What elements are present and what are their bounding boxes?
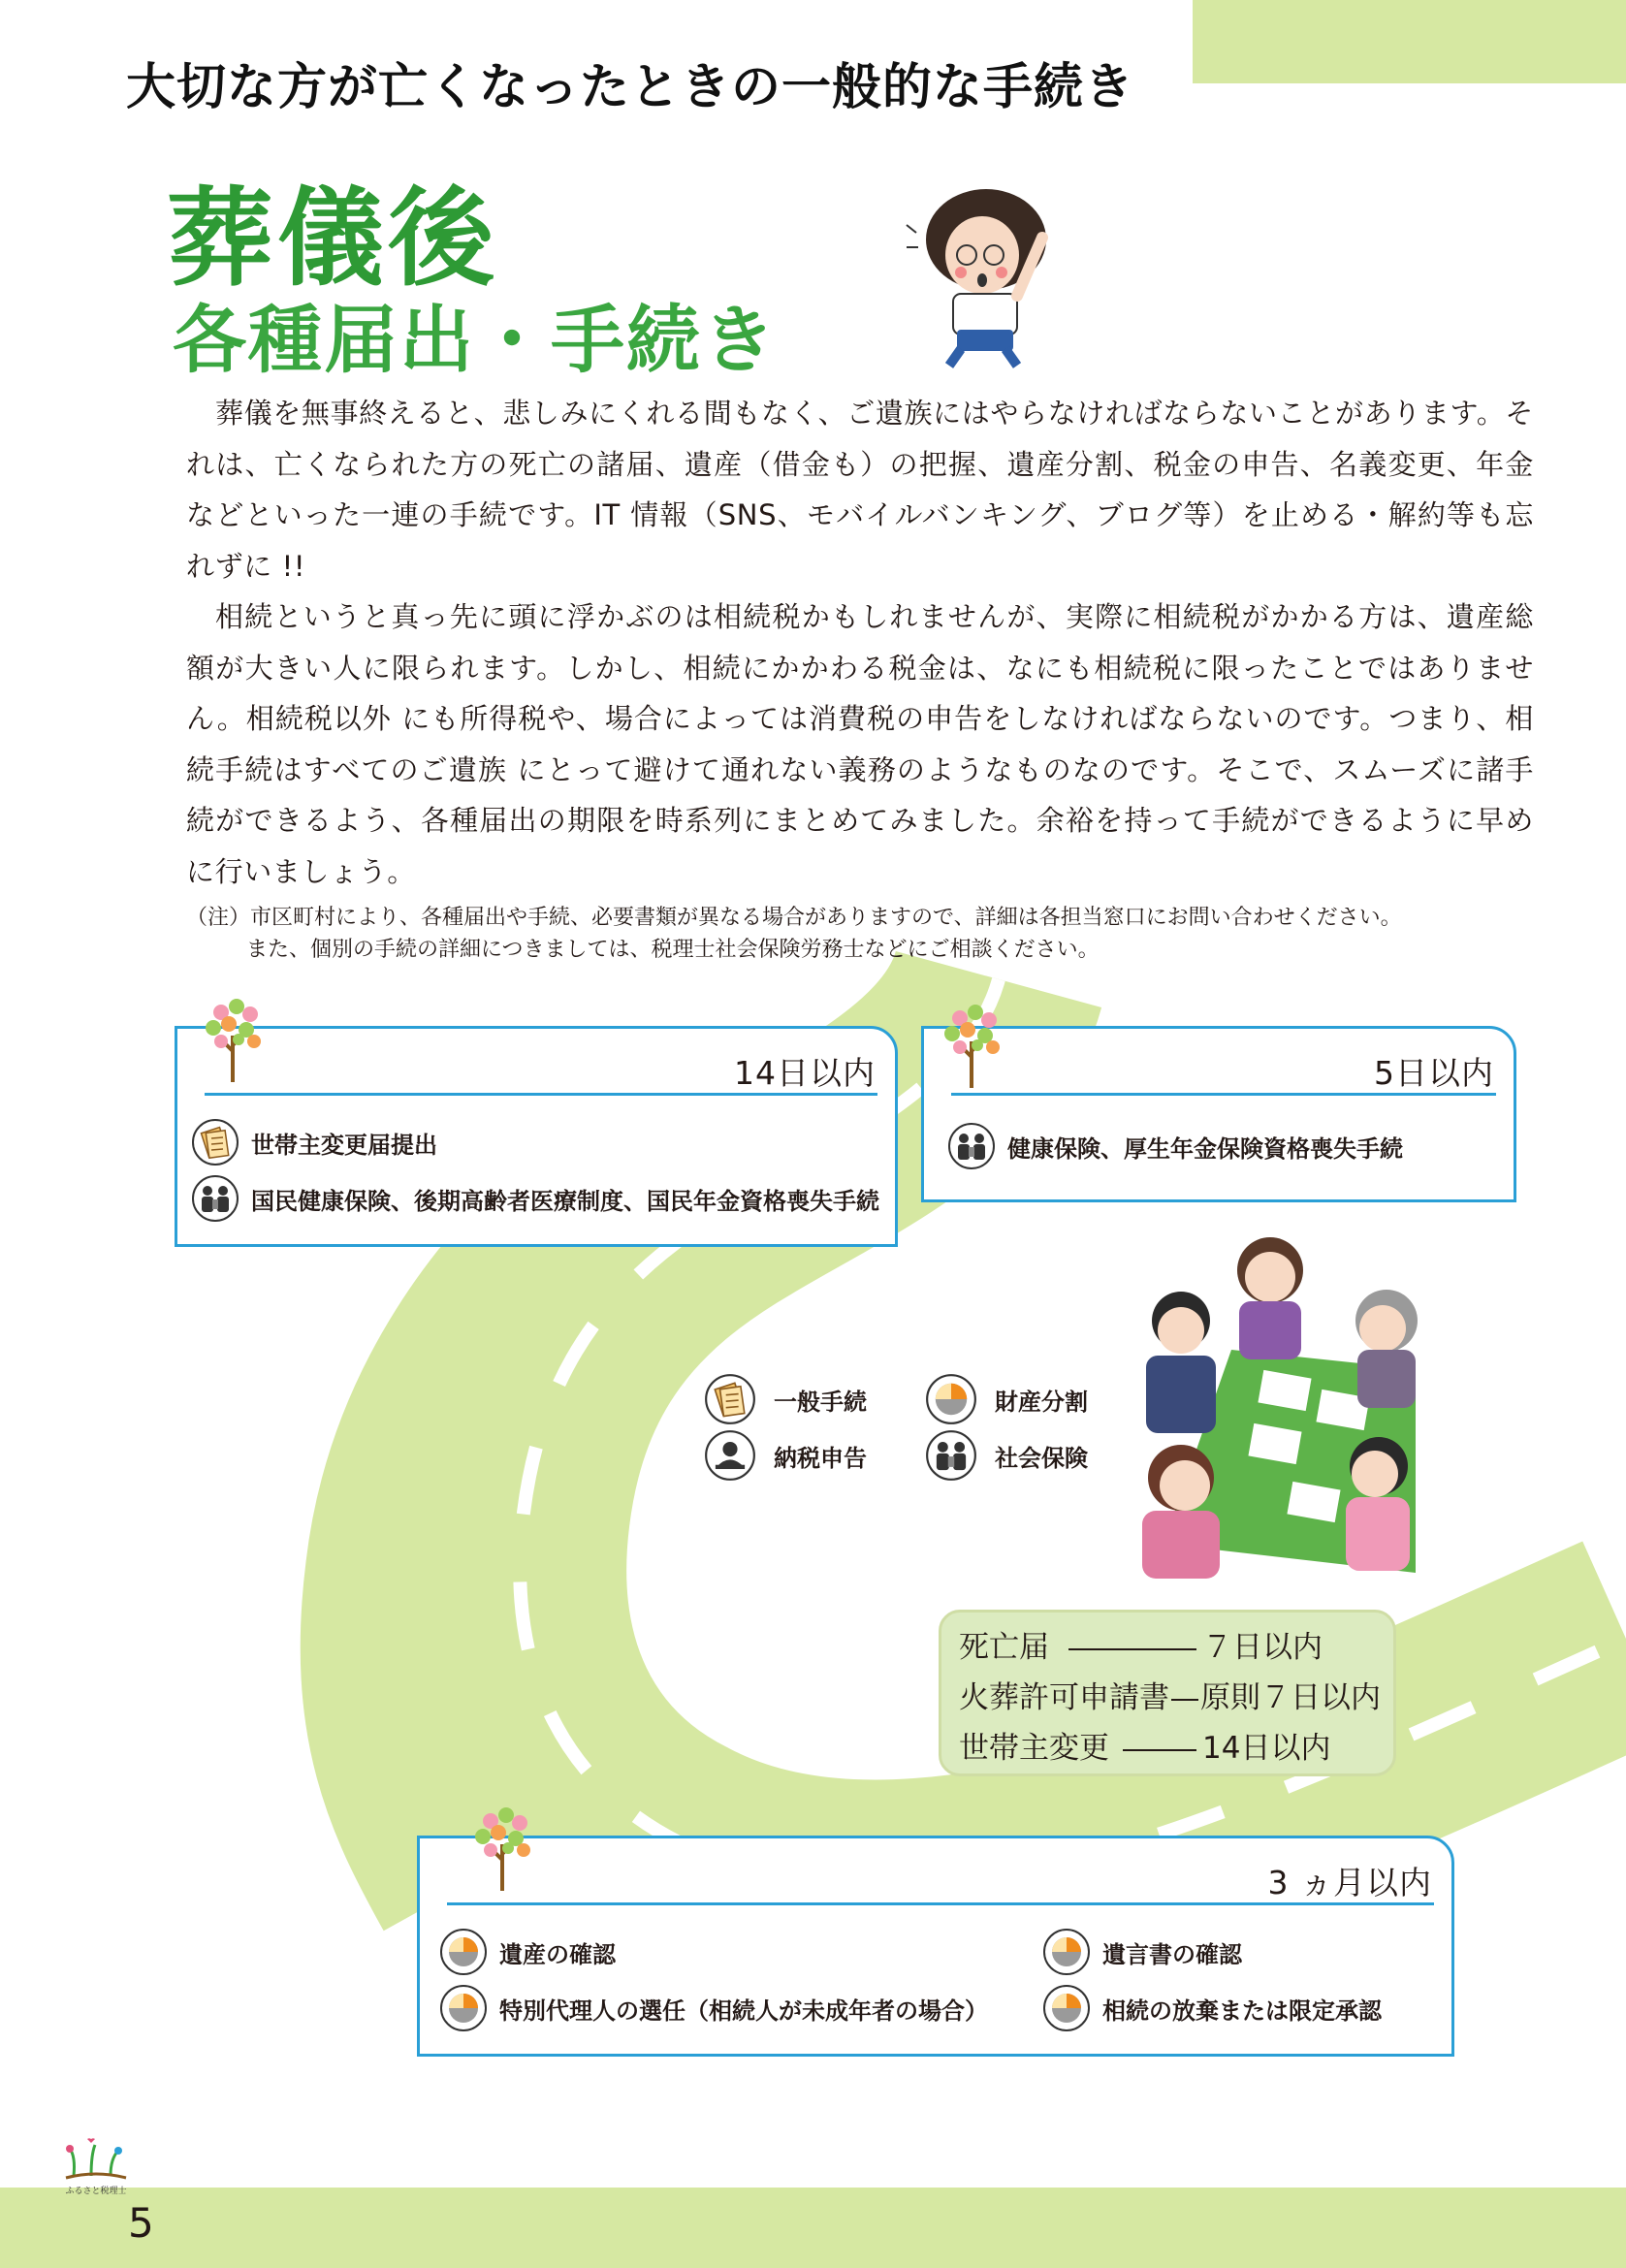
- box-divider: [951, 1093, 1496, 1096]
- property-division-icon: [439, 1984, 488, 2032]
- list-item: [439, 1928, 616, 1976]
- logo-text: ふるさと税理士: [65, 2187, 127, 2196]
- document-icon: [191, 1118, 239, 1166]
- property-division-icon: [1042, 1984, 1091, 2032]
- note-line-2: また、個別の手続の詳細につきましては、税理士社会保険労務士などにご相談ください。: [246, 938, 1100, 962]
- item-label: 世帯主変更届提出: [251, 1131, 437, 1159]
- tree-icon: [933, 993, 1010, 1100]
- box-divider: [205, 1093, 877, 1096]
- item-label: 健康保険、厚生年金保険資格喪失手続: [1007, 1134, 1403, 1163]
- legend-label: 財産分割: [995, 1388, 1088, 1416]
- note-line-1: （注）市区町村により、各種届出や手続、必要書類が異なる場合がありますので、詳細は各担当窓口にお問い合わせください。: [186, 906, 1402, 930]
- document-icon: [704, 1373, 756, 1425]
- box-period-label: 14日以内: [734, 1054, 876, 1092]
- property-division-icon: [1042, 1928, 1091, 1976]
- property-division-icon: [439, 1928, 488, 1976]
- legend-label: 一般手続: [774, 1388, 867, 1416]
- legend-label: 社会保険: [995, 1444, 1088, 1472]
- intro-text: [186, 388, 1534, 897]
- list-item: [439, 1984, 988, 2032]
- box-period-label: 3 ヵ月以内: [1267, 1864, 1432, 1901]
- list-item: [1042, 1984, 1382, 2032]
- logo-icon: [62, 2137, 130, 2197]
- footer-band: [0, 2188, 1626, 2268]
- family-meeting-illustration: [1125, 1224, 1445, 1582]
- item-label: 特別代理人の選任（相続人が未成年者の場合）: [499, 1996, 988, 2025]
- deadline-row: [959, 1622, 1323, 1666]
- deadline-box-3-months: [417, 1836, 1454, 2057]
- statutory-deadlines-box: [939, 1610, 1396, 1776]
- intro-paragraph-2: 相続というと真っ先に頭に浮かぶのは相続税かもしれませんが、実際に相続税がかかる方は、遺産総額が大きい人に限られます。しかし、相続にかかわる税金は、なにも相続税に限ったことではありません。相続税以外 にも所得税や、場合によっては消費税の申告をしなければならないのです。つまり、相続手続はすべてのご遺族 にとって避けて通れない義務のようなものなのです。そこで、スムーズに諸手続ができるよう、各種届出の期限を時系列にまとめてみました。余裕を持って手続ができるように早めに行いましょう。: [186, 600, 1534, 888]
- deadline-box-14-days: [175, 1026, 898, 1247]
- deadline-name: 火葬許可申請書: [959, 1680, 1169, 1715]
- box-period-label: 5日以内: [1374, 1054, 1494, 1092]
- title-main: 葬儀後: [167, 176, 498, 301]
- deadline-value: 14日以内: [1202, 1731, 1331, 1766]
- deadline-name: 世帯主変更: [959, 1731, 1109, 1766]
- deadline-value: 原則７日以内: [1200, 1680, 1381, 1715]
- item-label: 相続の放棄または限定承認: [1102, 1996, 1382, 2025]
- box-divider: [447, 1902, 1434, 1905]
- tree-icon: [463, 1796, 541, 1902]
- page-number: 5: [128, 2199, 154, 2247]
- item-label: 遺言書の確認: [1102, 1940, 1242, 1968]
- list-item: [191, 1174, 879, 1223]
- title-subtitle: 各種届出・手続き: [173, 297, 778, 383]
- item-label: 遺産の確認: [499, 1940, 616, 1968]
- worried-person-illustration: [897, 179, 1086, 368]
- legend-property: [925, 1373, 1088, 1425]
- list-item: [947, 1122, 1403, 1170]
- legend-label: 納税申告: [774, 1444, 867, 1472]
- deadline-row: [959, 1723, 1330, 1767]
- deadline-row: [959, 1673, 1381, 1716]
- social-insurance-icon: [191, 1174, 239, 1223]
- intro-paragraph-1: 葬儀を無事終えると、悲しみにくれる間もなく、ご遺族にはやらなければならないことがあります。それは、亡くなられた方の死亡の諸届、遺産（借金も）の把握、遺産分割、税金の申告、名義変更、年金などといった一連の手続です。IT 情報（SNS、モバイルバンキング、ブログ等）を止める・解約等も忘れずに !!: [186, 397, 1534, 583]
- list-item: [1042, 1928, 1242, 1976]
- legend-social: [925, 1429, 1088, 1482]
- item-label: 国民健康保険、後期高齢者医療制度、国民年金資格喪失手続: [251, 1187, 879, 1215]
- deadline-value: ７日以内: [1202, 1630, 1323, 1665]
- tree-icon: [194, 987, 271, 1094]
- property-division-icon: [925, 1373, 977, 1425]
- notes: [186, 902, 1544, 966]
- deadline-name: 死亡届: [959, 1630, 1049, 1665]
- tax-return-icon: [704, 1429, 756, 1482]
- social-insurance-icon: [947, 1122, 996, 1170]
- legend-tax: [704, 1429, 867, 1482]
- page-header-title: 大切な方が亡くなったときの一般的な手続き: [126, 59, 1135, 116]
- social-insurance-icon: [925, 1429, 977, 1482]
- legend-general: [704, 1373, 867, 1425]
- deadline-box-5-days: [921, 1026, 1516, 1202]
- list-item: [191, 1118, 437, 1166]
